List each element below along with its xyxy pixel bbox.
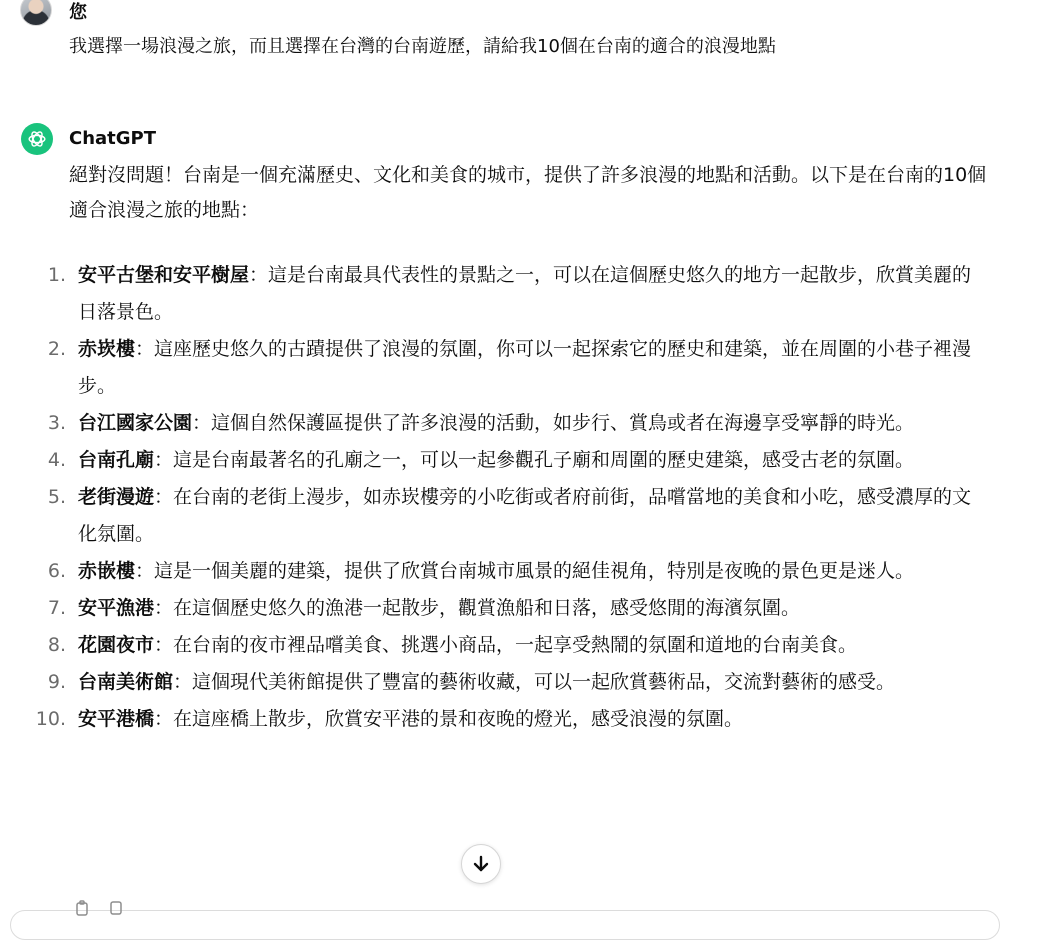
item-title: 安平港橋 xyxy=(78,708,155,730)
list-item xyxy=(0,553,978,590)
thumbs-down-icon[interactable] xyxy=(106,900,126,920)
item-title: 台南孔廟 xyxy=(78,449,155,471)
item-description: ：在這個歷史悠久的漁港一起散步，觀賞漁船和日落，感受悠閒的海濱氛圍。 xyxy=(154,597,801,619)
item-description: ：這座歷史悠久的古蹟提供了浪漫的氛圍，你可以一起探索它的歷史和建築，並在周圍的小巷子裡漫步。 xyxy=(78,338,972,397)
item-number: 7. xyxy=(47,597,66,619)
user-name: 您 xyxy=(69,2,87,23)
item-number: 2. xyxy=(47,338,66,360)
item-title: 赤崁樓 xyxy=(78,338,136,360)
list-item xyxy=(0,405,978,442)
item-title: 花園夜市 xyxy=(78,634,155,656)
item-number: 5. xyxy=(47,486,66,508)
item-title: 安平漁港 xyxy=(78,597,155,619)
item-description: ：這個自然保護區提供了許多浪漫的活動，如步行、賞鳥或者在海邊享受寧靜的時光。 xyxy=(192,412,915,434)
arrow-down-icon xyxy=(471,854,491,874)
item-description: ：在這座橋上散步，欣賞安平港的景和夜晚的燈光，感受浪漫的氛圍。 xyxy=(154,708,744,730)
item-title: 赤嵌樓 xyxy=(78,560,136,582)
scroll-to-bottom-button[interactable] xyxy=(461,844,501,884)
list-item xyxy=(0,479,978,553)
list-item xyxy=(0,257,978,331)
item-description: ：這是一個美麗的建築，提供了欣賞台南城市風景的絕佳視角，特別是夜晚的景色更是迷人。 xyxy=(135,560,915,582)
clipboard-icon[interactable] xyxy=(72,900,92,920)
user-avatar xyxy=(20,0,52,26)
openai-logo-icon xyxy=(21,123,53,155)
list-item xyxy=(0,664,978,701)
item-number: 1. xyxy=(47,264,66,286)
assistant-intro: 絕對沒問題！台南是一個充滿歷史、文化和美食的城市，提供了許多浪漫的地點和活動。以下是在台南的10個適合浪漫之旅的地點： xyxy=(69,164,987,221)
item-title: 台江國家公園 xyxy=(78,412,193,434)
item-number: 8. xyxy=(47,634,66,656)
list-item xyxy=(0,590,978,627)
assistant-name: ChatGPT xyxy=(69,128,157,149)
list-item xyxy=(0,627,978,664)
list-item xyxy=(0,701,978,738)
item-description: ：這是台南最著名的孔廟之一，可以一起參觀孔子廟和周圍的歷史建築，感受古老的氛圍。 xyxy=(154,449,915,471)
user-message: 我選擇一場浪漫之旅，而且選擇在台灣的台南遊歷，請給我10個在台南的適合的浪漫地點 xyxy=(69,36,776,57)
item-number: 6. xyxy=(47,560,66,582)
message-actions xyxy=(72,900,126,920)
item-description: ：在台南的夜市裡品嚐美食、挑選小商品，一起享受熱鬧的氛圍和道地的台南美食。 xyxy=(154,634,858,656)
item-description: ：在台南的老街上漫步，如赤崁樓旁的小吃街或者府前街，品嚐當地的美食和小吃，感受濃厚的文化氛圍。 xyxy=(78,486,972,545)
list-item xyxy=(0,331,978,405)
item-description: ：這個現代美術館提供了豐富的藝術收藏，可以一起欣賞藝術品，交流對藝術的感受。 xyxy=(173,671,896,693)
item-title: 台南美術館 xyxy=(78,671,174,693)
list-item xyxy=(0,442,978,479)
item-number: 9. xyxy=(47,671,66,693)
item-title: 老街漫遊 xyxy=(78,486,155,508)
message-composer[interactable] xyxy=(10,910,1000,940)
item-title: 安平古堡和安平樹屋 xyxy=(78,264,250,286)
item-number: 3. xyxy=(47,412,66,434)
places-list xyxy=(0,257,1045,738)
item-description: ：這是台南最具代表性的景點之一，可以在這個歷史悠久的地方一起散步，欣賞美麗的日落景色。 xyxy=(78,264,972,323)
item-number: 4. xyxy=(47,449,66,471)
item-number: 10. xyxy=(35,708,66,730)
